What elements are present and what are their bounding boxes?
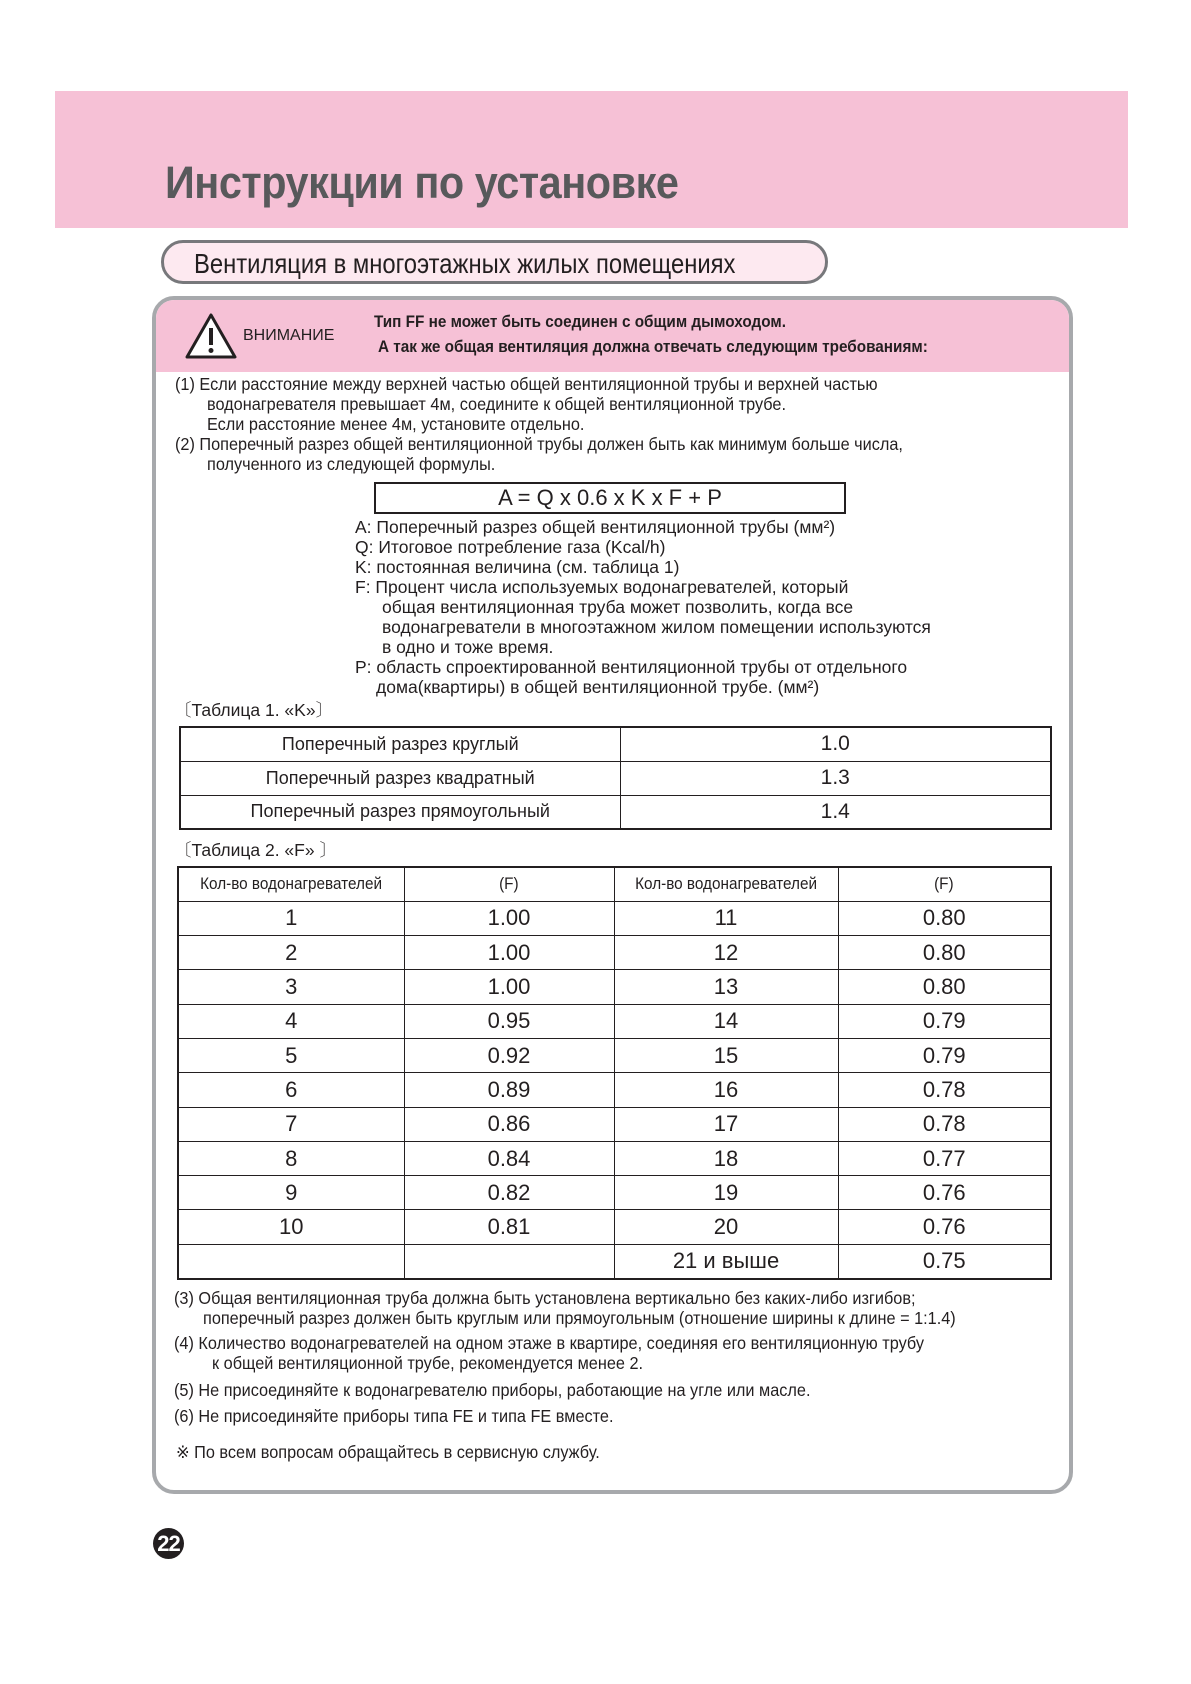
table-cell: 0.86 xyxy=(404,1107,614,1141)
service-note: ※ По всем вопросам обращайтесь в сервисную службу. xyxy=(176,1442,600,1462)
table-cell: 21 и выше xyxy=(614,1244,838,1278)
table-cell: 20 xyxy=(614,1210,838,1244)
warning-text-line2: А так же общая вентиляция должна отвечать следующим требованиям: xyxy=(378,337,928,356)
table-row xyxy=(178,1004,1051,1038)
item-3-line2: поперечный разрез должен быть круглым или прямоугольным (отношение ширины к длине = 1:1.4) xyxy=(203,1308,956,1328)
table-cell xyxy=(404,1244,614,1278)
table-row xyxy=(178,1244,1051,1278)
table-cell: 15 xyxy=(614,1038,838,1072)
table-cell: 1.00 xyxy=(404,901,614,935)
table-cell: 0.76 xyxy=(838,1210,1051,1244)
table-cell: 0.80 xyxy=(838,936,1051,970)
item-1-line1: (1) Если расстояние между верхней частью общей вентиляционной трубы и верхней частью xyxy=(175,374,878,394)
formula-box: A = Q x 0.6 x K x F + P xyxy=(374,482,846,514)
definition-f-line1: F: Процент числа используемых водонагревателей, который xyxy=(355,577,849,597)
definition-f-line2: общая вентиляционная труба может позволить, когда все xyxy=(382,597,854,617)
table-header-row xyxy=(178,867,1051,901)
table-cell: 0.79 xyxy=(838,1004,1051,1038)
table-row xyxy=(180,761,1051,795)
column-header: (F) xyxy=(838,867,1051,901)
table-row xyxy=(178,1038,1051,1072)
table-cell: 4 xyxy=(178,1004,404,1038)
column-header: Кол-во водонагревателей xyxy=(614,867,838,901)
item-4-line1: (4) Количество водонагревателей на одном этаже в квартире, соединяя его вентиляционную трубу xyxy=(174,1333,925,1353)
warning-label: ВНИМАНИЕ xyxy=(243,327,335,344)
table-cell-label: Поперечный разрез круглый xyxy=(180,727,620,761)
table-cell: 0.82 xyxy=(404,1176,614,1210)
definition-k: K: постоянная величина (см. таблица 1) xyxy=(355,557,680,577)
table-cell: 18 xyxy=(614,1141,838,1175)
table-cell: 13 xyxy=(614,970,838,1004)
section-title-pill xyxy=(161,240,828,284)
table-cell: 0.79 xyxy=(838,1038,1051,1072)
item-2-line1: (2) Поперечный разрез общей вентиляционной трубы должен быть как минимум больше числа, xyxy=(175,434,903,454)
table-cell: 0.75 xyxy=(838,1244,1051,1278)
table-cell: 0.78 xyxy=(838,1107,1051,1141)
table-f xyxy=(177,866,1052,1280)
table-cell: 5 xyxy=(178,1038,404,1072)
table-cell: 3 xyxy=(178,970,404,1004)
table-row xyxy=(178,1107,1051,1141)
warning-text-line1: Тип FF не может быть соединен с общим дымоходом. xyxy=(374,312,786,331)
table-cell: 0.76 xyxy=(838,1176,1051,1210)
table-cell: 1 xyxy=(178,901,404,935)
table-cell: 7 xyxy=(178,1107,404,1141)
table-cell-label: Поперечный разрез прямоугольный xyxy=(180,795,620,829)
table-cell: 0.78 xyxy=(838,1073,1051,1107)
table-row xyxy=(178,1176,1051,1210)
table-row xyxy=(178,1210,1051,1244)
item-4-line2: к общей вентиляционной трубе, рекомендуется менее 2. xyxy=(212,1353,644,1373)
table-cell: 14 xyxy=(614,1004,838,1038)
table-cell: 2 xyxy=(178,936,404,970)
column-header: (F) xyxy=(404,867,614,901)
section-title: Вентиляция в многоэтажных жилых помещениях xyxy=(194,248,736,279)
table-row xyxy=(180,795,1051,829)
item-3-line1: (3) Общая вентиляционная труба должна быть установлена вертикально без каких-либо изгибов; xyxy=(174,1288,916,1308)
table-cell xyxy=(178,1244,404,1278)
item-5: (5) Не присоединяйте к водонагревателю приборы, работающие на угле или масле. xyxy=(174,1380,811,1400)
table-k xyxy=(179,726,1052,830)
table1-caption: 〔Таблица 1. «K»〕 xyxy=(174,700,334,720)
table-row xyxy=(178,936,1051,970)
definition-f-line4: в одно и тоже время. xyxy=(382,637,554,657)
table-cell: 0.89 xyxy=(404,1073,614,1107)
item-1-line2: водонагревателя превышает 4м, соедините к общей вентиляционной трубе. xyxy=(207,394,786,414)
table-cell: 0.80 xyxy=(838,901,1051,935)
column-header: Кол-во водонагревателей xyxy=(178,867,404,901)
warning-triangle-icon xyxy=(184,312,238,360)
table-cell: 11 xyxy=(614,901,838,935)
definition-q: Q: Итоговое потребление газа (Kcal/h) xyxy=(355,537,666,557)
definition-p-line1: P: область спроектированной вентиляционной трубы от отдельного xyxy=(355,657,908,677)
table-row xyxy=(178,1141,1051,1175)
table-cell: 17 xyxy=(614,1107,838,1141)
table-cell: 0.92 xyxy=(404,1038,614,1072)
table2-caption: 〔Таблица 2. «F» 〕 xyxy=(174,840,337,860)
table-cell: 10 xyxy=(178,1210,404,1244)
warning-band xyxy=(156,300,1069,372)
page-number-badge: 22 xyxy=(153,1528,184,1559)
table-cell: 12 xyxy=(614,936,838,970)
table-cell: 0.84 xyxy=(404,1141,614,1175)
item-2-line2: полученного из следующей формулы. xyxy=(207,454,496,474)
table-cell-value: 1.0 xyxy=(620,727,1051,761)
item-6: (6) Не присоединяйте приборы типа FE и типа FE вместе. xyxy=(174,1406,614,1426)
table-row xyxy=(178,1073,1051,1107)
page-title: Инструкции по установке xyxy=(165,157,679,208)
definition-a: A: Поперечный разрез общей вентиляционной трубы (мм²) xyxy=(355,517,836,537)
item-1-line3: Если расстояние менее 4м, установите отдельно. xyxy=(207,414,585,434)
table-cell: 19 xyxy=(614,1176,838,1210)
table-cell: 0.81 xyxy=(404,1210,614,1244)
table-cell-value: 1.4 xyxy=(620,795,1051,829)
table-cell: 1.00 xyxy=(404,936,614,970)
table-cell-value: 1.3 xyxy=(620,761,1051,795)
table-row xyxy=(178,970,1051,1004)
table-cell: 0.77 xyxy=(838,1141,1051,1175)
table-cell: 6 xyxy=(178,1073,404,1107)
table-cell: 16 xyxy=(614,1073,838,1107)
table-cell: 0.95 xyxy=(404,1004,614,1038)
table-cell: 0.80 xyxy=(838,970,1051,1004)
table-cell: 8 xyxy=(178,1141,404,1175)
definition-f-line3: водонагреватели в многоэтажном жилом помещении используются xyxy=(382,617,931,637)
table-cell-label: Поперечный разрез квадратный xyxy=(180,761,620,795)
table-row xyxy=(180,727,1051,761)
table-cell: 1.00 xyxy=(404,970,614,1004)
table-row xyxy=(178,901,1051,935)
table-cell: 9 xyxy=(178,1176,404,1210)
definition-p-line2: дома(квартиры) в общей вентиляционной трубе. (мм²) xyxy=(376,677,820,697)
